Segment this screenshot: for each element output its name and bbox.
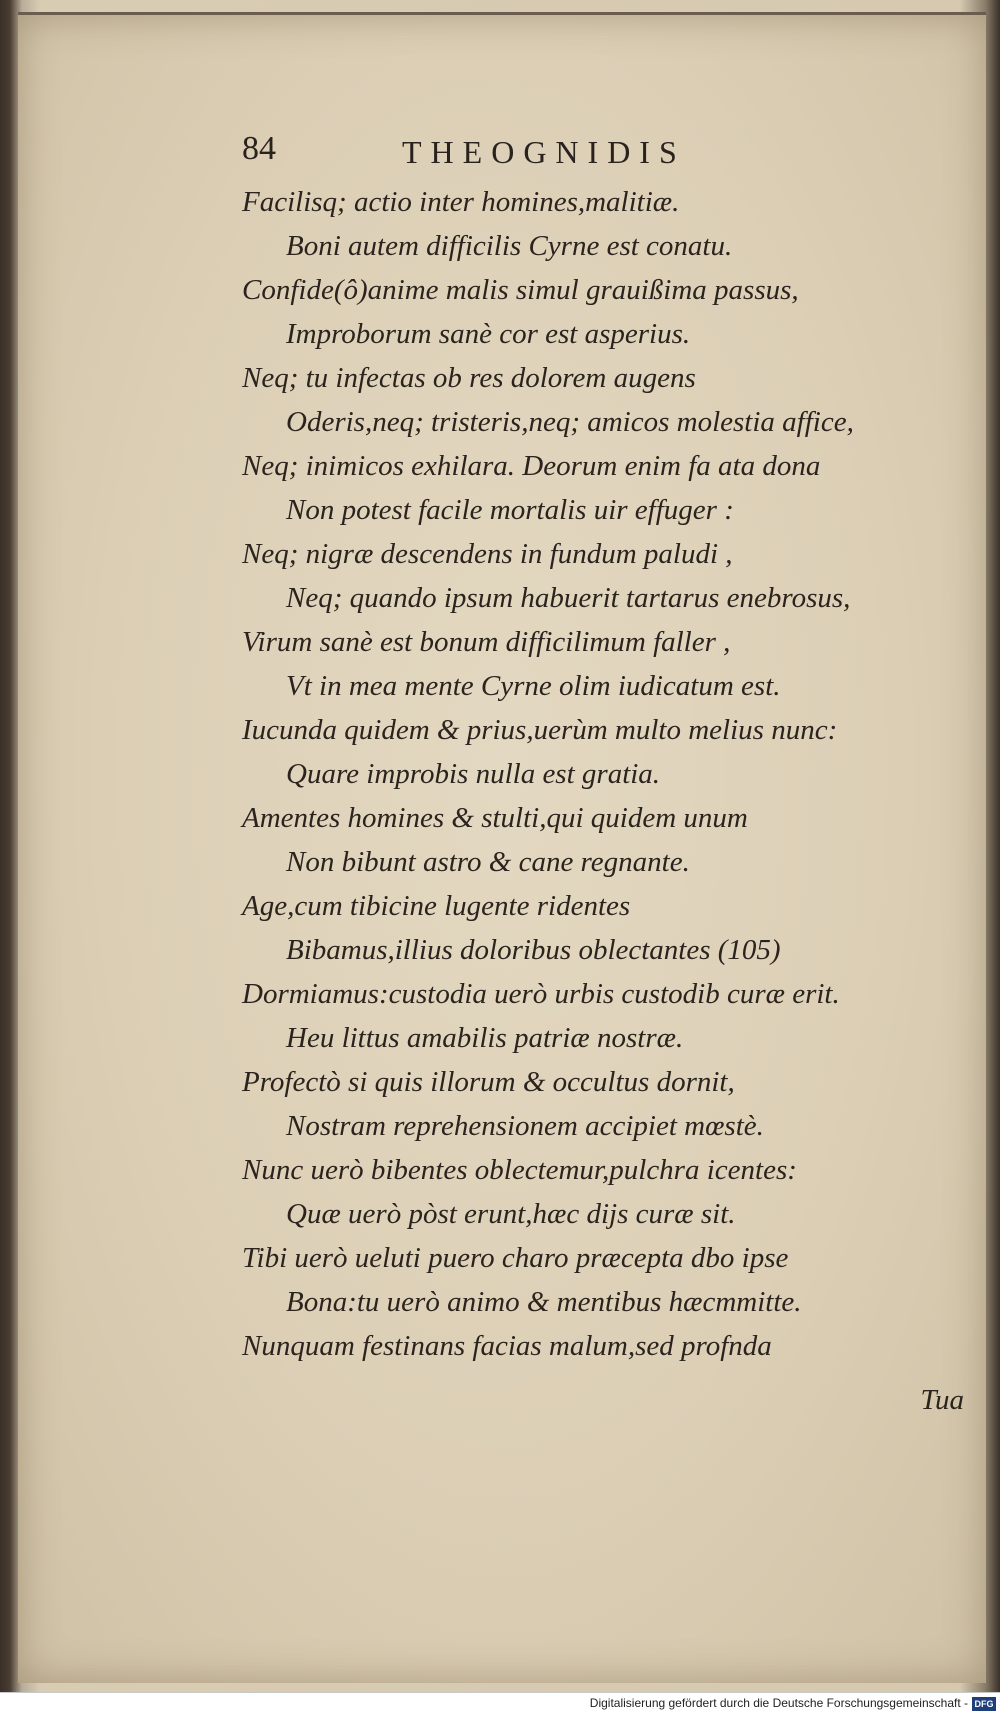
verse-line: Neq; nigræ descendens in fundum paludi ,	[242, 538, 733, 570]
page-header	[242, 130, 802, 180]
verse-line: Virum sanè est bonum difficilimum faller ,	[242, 626, 731, 658]
dfg-logo: DFG	[972, 1697, 996, 1711]
verse-line: Oderis,neq; tristeris,neq; amicos molestia affice,	[286, 406, 854, 438]
verse-line: Non bibunt astro & cane regnante.	[286, 846, 690, 878]
verse-line: Profectò si quis illorum & occultus dornit,	[242, 1066, 735, 1098]
verse-line: Vt in mea mente Cyrne olim iudicatum est.	[286, 670, 781, 702]
catchword: Tua	[920, 1384, 964, 1416]
verse-line: Non potest facile mortalis uir effuger :	[286, 494, 734, 526]
verse-line: Bona:tu uerò animo & mentibus hæcmmitte.	[286, 1286, 802, 1318]
verse-line: Heu littus amabilis patriæ nostræ.	[286, 1022, 684, 1054]
verse-line: Quare improbis nulla est gratia.	[286, 758, 661, 790]
footer-credit: Digitalisierung gefördert durch die Deutsche Forschungsgemeinschaft -	[589, 1696, 968, 1710]
page-number: 84	[242, 130, 276, 167]
verse-line: Improborum sanè cor est asperius.	[286, 318, 691, 350]
verse-line: Neq; inimicos exhilara. Deorum enim fa ata dona	[242, 450, 821, 482]
verse-line: Neq; quando ipsum habuerit tartarus enebrosus,	[286, 582, 851, 614]
verse-line: Iucunda quidem & prius,uerùm multo melius nunc:	[242, 714, 838, 746]
verse-line: Age,cum tibicine lugente ridentes	[242, 890, 631, 922]
verse-line: Nunquam festinans facias malum,sed profnda	[242, 1330, 772, 1362]
verse-line: Nostram reprehensionem accipiet mœstè.	[286, 1110, 764, 1142]
verse-line: Nunc uerò bibentes oblectemur,pulchra icentes:	[242, 1154, 797, 1186]
footer-bar	[0, 1692, 1000, 1717]
verse-line: Facilisq; actio inter homines,malitiæ.	[242, 186, 680, 218]
running-title: THEOGNIDIS	[402, 134, 686, 170]
verse-line: Tibi uerò ueluti puero charo præcepta dbo ipse	[242, 1242, 789, 1274]
verse-line: Quæ uerò pòst erunt,hæc dijs curæ sit.	[286, 1198, 736, 1230]
verse-list	[242, 180, 962, 1368]
verse-line: Amentes homines & stulti,qui quidem unum	[242, 802, 748, 834]
verse-line: Bibamus,illius doloribus oblectantes (105)	[286, 934, 781, 966]
verse-line: Boni autem difficilis Cyrne est conatu.	[286, 230, 733, 262]
verse-line: Dormiamus:custodia uerò urbis custodib curæ erit.	[242, 978, 840, 1010]
verse-line: Neq; tu infectas ob res dolorem augens	[242, 362, 696, 394]
verse-line: Confide(ô)anime malis simul grauißima passus,	[242, 274, 799, 306]
